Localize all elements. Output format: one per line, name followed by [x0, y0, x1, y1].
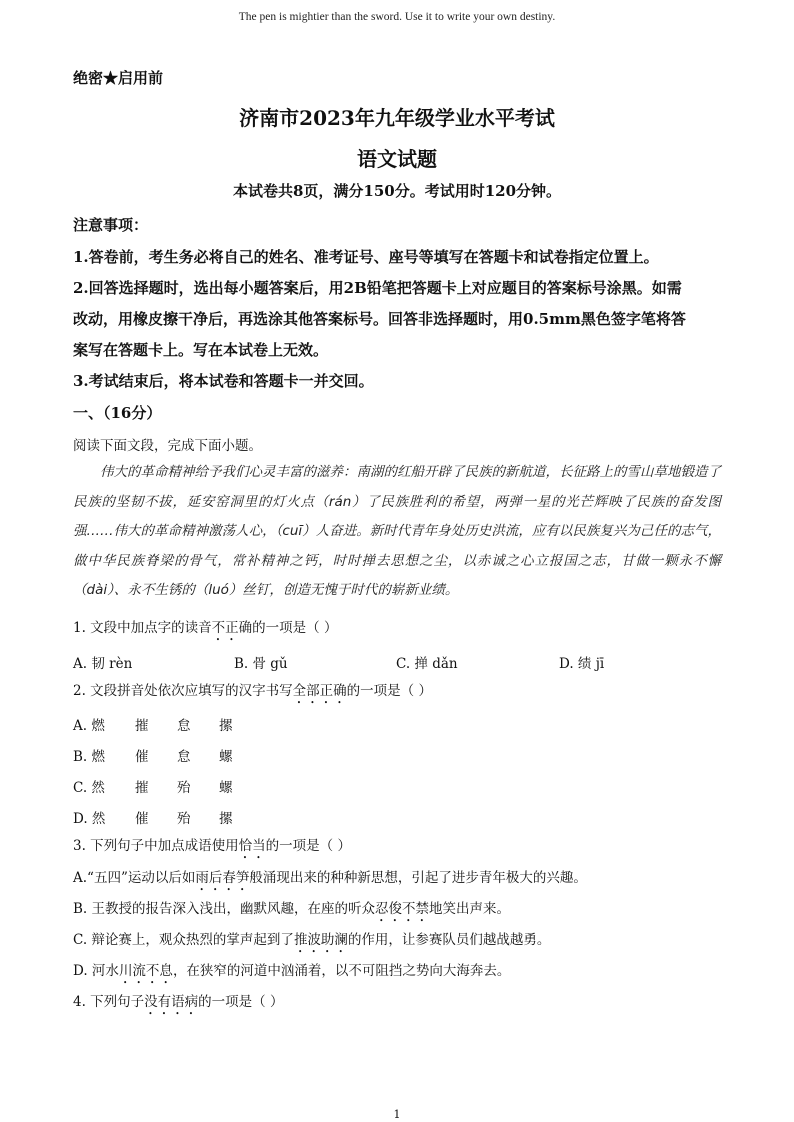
question-1-stem: 1. 文段中加点字的读音不正确的一项是（ ） — [73, 620, 338, 636]
q1-option-c[interactable]: C. 掸 dǎn — [396, 656, 458, 672]
confidential-label: 绝密★启用前 — [73, 69, 164, 87]
q3-option-c[interactable]: C. 辩论赛上，观众热烈的掌声起到了推波助澜的作用，让参赛队员们越战越勇。 — [73, 932, 551, 948]
page-header-motto: The pen is mightier than the sword. Use it to write your own destiny. — [238, 11, 556, 23]
q3-option-b[interactable]: B. 王教授的报告深入浅出，幽默风趣，在座的听众忍俊不禁地笑出声来。 — [73, 901, 511, 917]
q1-option-b[interactable]: B. 骨 gǔ — [234, 656, 288, 672]
exam-subject: 语文试题 — [357, 147, 437, 171]
note-3: 3.考试结束后，将本试卷和答题卡一并交回。 — [73, 372, 374, 390]
note-2-line-3: 案写在答题卡上。写在本试卷上无效。 — [73, 341, 329, 359]
exam-title: 济南市2023年九年级学业水平考试 — [239, 106, 555, 130]
q3-option-d[interactable]: D. 河水川流不息，在狭窄的河道中汹涌着，以不可阻挡之势向大海奔去。 — [73, 963, 511, 979]
q1-option-d[interactable]: D. 绩 jī — [559, 656, 605, 672]
note-2-line-1: 2.回答选择题时，选出每小题答案后，用2B铅笔把答题卡上对应题目的答案标号涂黑。如需 — [73, 279, 682, 297]
exam-info: 本试卷共8页，满分150分。考试用时120分钟。 — [232, 182, 562, 200]
question-2-stem: 2. 文段拼音处依次应填写的汉字书写全部正确的一项是（ ） — [73, 683, 432, 699]
section-heading: 一、（16分） — [73, 404, 162, 422]
page-number: 1 — [393, 1108, 401, 1121]
question-3-stem: 3. 下列句子中加点成语使用恰当的一项是（ ） — [73, 838, 351, 854]
note-2-line-2: 改动，用橡皮擦干净后，再选涂其他答案标号。回答非选择题时，用0.5mm黑色签字笔将答 — [73, 310, 686, 328]
note-1: 1.答卷前，考生务必将自己的姓名、准考证号、座号等填写在答题卡和试卷指定位置上。 — [73, 248, 659, 266]
reading-passage: 伟大的革命精神给予我们心灵丰富的滋养：南湖的红船开辟了民族的新航道，长征路上的雪山草地锻造了民族的坚韧不拔，延安窑洞里的灯火点（rán）了民族胜利的希望，两弹一星的光芒辉映了民族的奋发图强……伟大的革命精神激荡人心，（cuī）人奋进。新时代青年身处历史洪流，应有以民族复兴为己任的志气，做中华民族脊梁的骨气，常补精神之钙，时时掸去思想之尘，以赤诚之心立报国之志，甘做一颗永不懈（dài）、永不生锈的（luó）丝钉，创造无愧于时代的崭新业绩。 — [73, 464, 721, 598]
q1-option-a[interactable]: A. 韧 rèn — [73, 656, 133, 672]
reading-instruction: 阅读下面文段，完成下面小题。 — [73, 438, 262, 454]
notes-heading: 注意事项： — [73, 216, 149, 234]
q3-option-a[interactable]: A.“五四”运动以后如雨后春笋般涌现出来的种种新思想，引起了进步青年极大的兴趣。 — [73, 870, 587, 886]
question-4-stem: 4. 下列句子没有语病的一项是（ ） — [73, 994, 284, 1010]
